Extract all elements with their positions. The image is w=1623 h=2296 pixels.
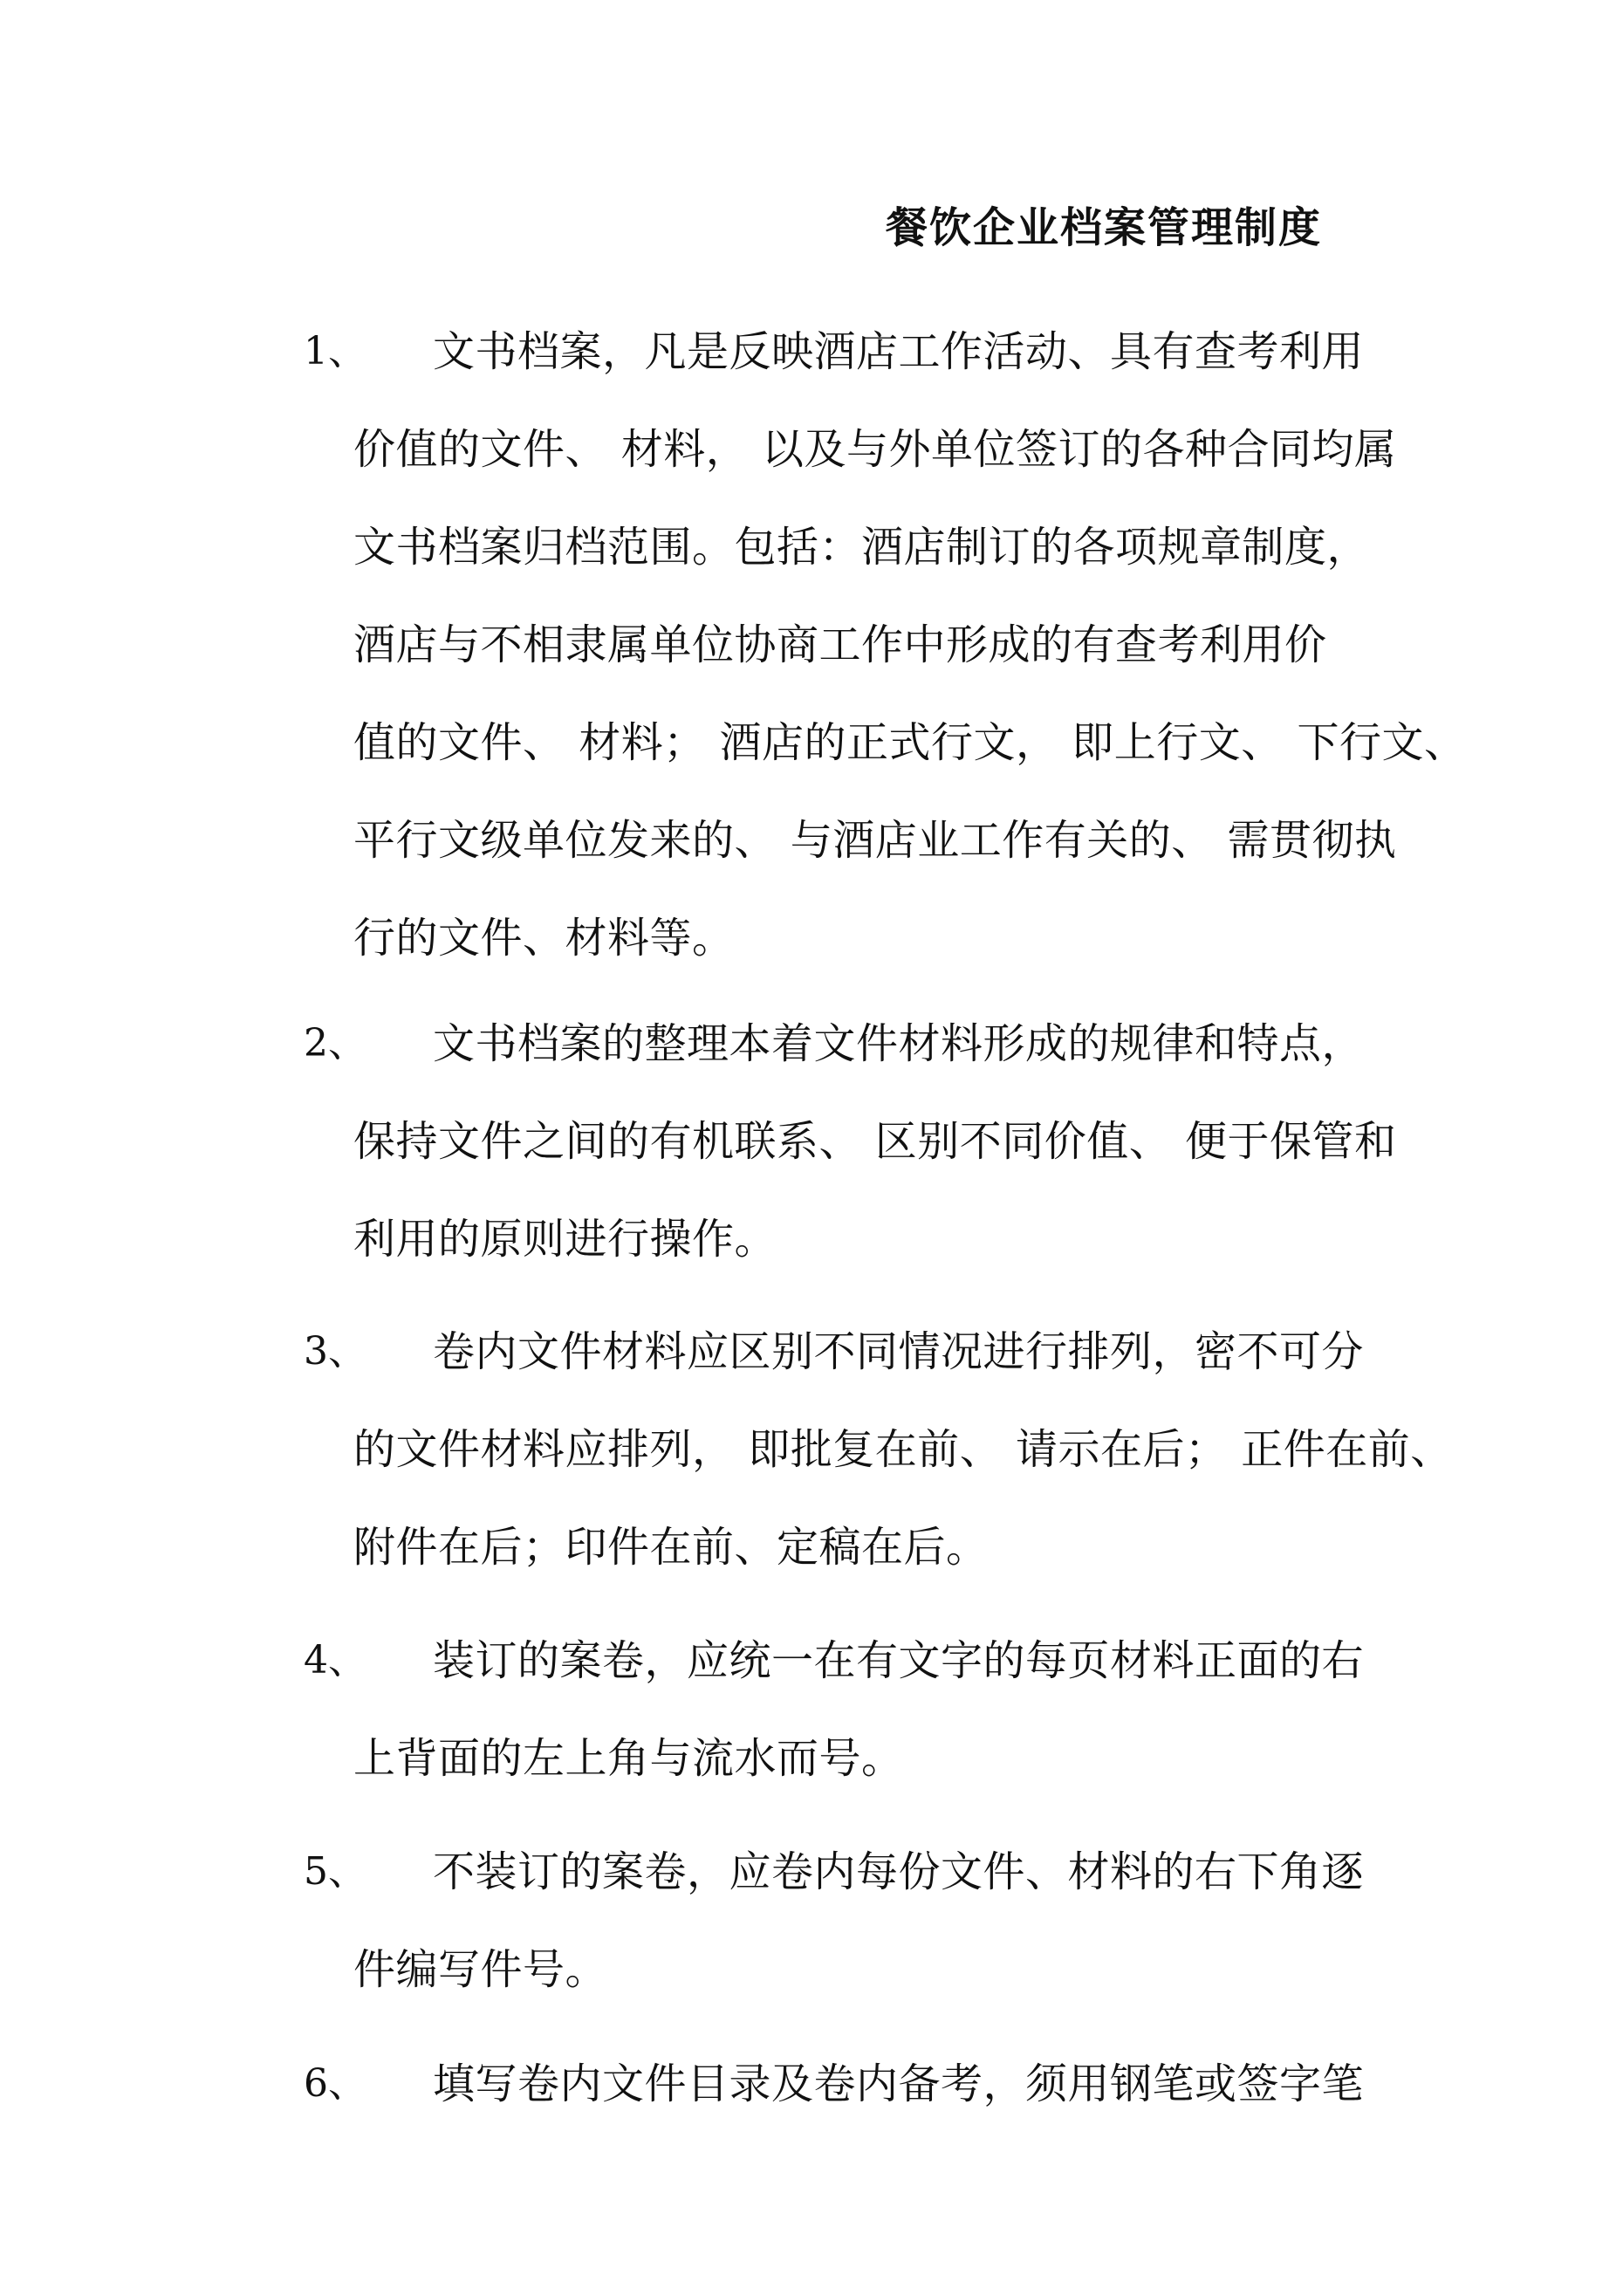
page-title: 餐饮企业档案管理制度 bbox=[886, 203, 1323, 252]
item-text-line: 行的文件、材料等。 bbox=[353, 914, 735, 963]
item-text-line: 附件在后；印件在前、定稿在后。 bbox=[353, 1523, 989, 1572]
item-text-line: 装订的案卷，应统一在有文字的每页材料正面的右 bbox=[433, 1636, 1365, 1685]
item-number: 1、 bbox=[304, 329, 366, 374]
item-text-line: 不装订的案卷，应卷内每份文件、材料的右下角逐 bbox=[433, 1847, 1365, 1896]
item-text-line: 的文件材料应排列， 即批复在前、 请示在后； 正件在前、 bbox=[353, 1425, 1453, 1474]
item-text-line: 价值的文件、 材料， 以及与外单位签订的各种合同均属 bbox=[353, 425, 1397, 474]
item-text-line: 文书档案的整理本着文件材料形成的规律和特点， bbox=[433, 1019, 1365, 1068]
item-text-line: 文书档案归档范围。包括：酒店制订的各项规章制度， bbox=[353, 523, 1370, 572]
item-text-line: 上背面的左上角与流水而号。 bbox=[353, 1734, 904, 1783]
item-number: 3、 bbox=[304, 1329, 366, 1374]
item-text-line: 件编写件号。 bbox=[353, 1945, 608, 1994]
item-text-line: 文书档案，凡是反映酒店工作活动、具有查考利用 bbox=[433, 327, 1365, 376]
item-text-line: 酒店与不相隶属单位协商工作中形成的有查考利用价 bbox=[353, 620, 1327, 669]
item-number: 6、 bbox=[304, 2061, 366, 2106]
item-number: 2、 bbox=[304, 1021, 366, 1066]
item-text-line: 填写卷内文件目录及卷内备考，须用钢笔或签字笔 bbox=[433, 2060, 1365, 2108]
item-text-line: 保持文件之间的有机联系、 区别不同价值、 便于保管和 bbox=[353, 1117, 1397, 1166]
item-text-line: 值的文件、 材料； 酒店的正式行文， 即上行文、 下行文、 bbox=[353, 718, 1467, 767]
item-number: 4、 bbox=[304, 1638, 366, 1683]
item-number: 5、 bbox=[304, 1849, 366, 1894]
item-text-line: 卷内文件材料应区别不同情况进行排列，密不可分 bbox=[433, 1327, 1365, 1376]
item-text-line: 平行文级单位发来的、 与酒店业工作有关的、 需贯彻执 bbox=[353, 816, 1397, 865]
item-text-line: 利用的原则进行操作。 bbox=[353, 1215, 777, 1264]
